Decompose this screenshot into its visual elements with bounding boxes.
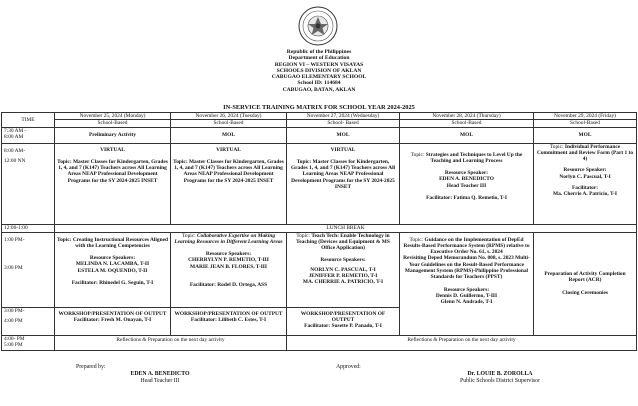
prepared-name: EDEN A. BENEDICTO: [130, 371, 190, 377]
time-end: 5:00 PM: [4, 342, 23, 348]
time-start: 3:00 PM-: [4, 307, 25, 314]
speaker-name: Dennis D. Guillermo, T-III: [435, 292, 498, 299]
schedule-cell-wednesday: MOL: [287, 127, 400, 143]
lunch-row: [2, 224, 637, 232]
document-title: IN-SERVICE TRAINING MATRIX FOR SCHOOL YEAR 2024-2025: [223, 104, 415, 111]
session-cell-monday: [55, 143, 171, 224]
time-header: TIME: [2, 113, 55, 128]
header-line: Department of Education: [288, 55, 350, 62]
time-start: 1:00 PM-: [4, 236, 25, 243]
session-cell-tuesday: [171, 143, 287, 224]
time-start: 4:00- PM: [4, 335, 25, 342]
prepared-by-block: [76, 364, 105, 371]
time-cell: [2, 127, 55, 143]
speakers-label: Resource Speakers:: [443, 286, 490, 293]
activity: Preparation of Activity Completion Report (ACR): [544, 271, 626, 284]
header-line: School ID: 114684: [297, 80, 341, 87]
session-cell-monday: [55, 232, 171, 307]
topic-title: Collaborative Expertise on Making Learning Resources in Different Learning Areas: [174, 232, 283, 245]
speaker-name: EDEN A. BENEDICTO: [439, 176, 494, 183]
speaker-name: Glenn N. Andrade, T-I: [440, 299, 493, 306]
school-header: [0, 49, 638, 93]
speakers-label: Resource Speakers:: [205, 251, 252, 258]
day-mode-wednesday: School- Based: [287, 120, 400, 127]
time-start: 8:00 AM-: [4, 147, 26, 154]
workshop-cell-tuesday: [171, 307, 287, 335]
table-row: [2, 232, 637, 307]
time-end: 8:00 AM: [4, 134, 24, 140]
session-cell-wednesday: [287, 143, 400, 224]
session-topic: [536, 144, 634, 163]
prepared-role: Head Teacher III: [140, 378, 180, 384]
facilitator: Facilitator: Lilibeth C. Estes, T-I: [190, 316, 267, 323]
session-topic: Topic: Master Classes for Kindergarten, Grades 1, 4, and 7 (K147) Teachers across All Learning Areas NEAP Professional Development Programs for the SY 2024-2025 INSET: [57, 158, 168, 184]
speaker-label: Resource Speaker:: [444, 170, 489, 177]
topic-prefix: Topic:: [410, 151, 425, 158]
speaker-name: MA. CHERRIE A. PATRICIO, T-I: [302, 279, 384, 286]
table-row: [2, 127, 637, 143]
time-cell: [2, 307, 55, 335]
header-line: CABUGAO, BATAN, AKLAN: [282, 86, 356, 93]
speaker-name: MARIE JEAN B. FLORES, T-III: [190, 263, 267, 270]
table-row: [2, 143, 637, 224]
session-cell-friday: [534, 143, 637, 224]
reflection-cell-left: Reflections & Preparation on the next day activity: [55, 335, 287, 350]
reflection-cell-right: Reflections & Preparation on the next day activity: [287, 335, 637, 350]
session-topic: [289, 233, 397, 252]
header-line: REGION VI – WESTERN VISAYAS: [274, 61, 364, 68]
session-cell-friday: [534, 232, 637, 335]
training-matrix-table: [1, 112, 637, 351]
approved-role: Public Schools District Supervisor: [459, 378, 541, 384]
speakers-label: Resource Speakers:: [320, 257, 366, 264]
session-mode: VIRTUAL: [100, 146, 125, 153]
workshop-title: WORKSHOP/PRESENTATION OF OUTPUT: [300, 310, 386, 323]
facilitator-name: Ma. Cherrie A. Patricio, T-I: [553, 191, 617, 198]
speaker-name: Norlyn C. Pascual, T-I: [559, 173, 611, 180]
topic-title: Individual Performance Commitment and Review Form (Part 1 to 4): [536, 143, 634, 163]
day-date-thursday: November 28, 2024 (Thursday): [400, 113, 534, 120]
speaker-name: NORLYN C. PASCUAL, T-I: [310, 266, 376, 273]
speaker-name: JENIFFER P. REMETIO, T-I: [308, 273, 378, 280]
session-topic: Topic: Master Classes for Kindergarten, Grades 1, 4, and 7 (K147) Teachers across All Learning Areas NEAP Professional Development Programs for the SY 2024-2025 INSET: [173, 158, 284, 184]
session-cell-wednesday: [287, 232, 400, 307]
time-end: 4:00 PM: [4, 318, 23, 324]
workshop-title: WORKSHOP/PRESENTATION OF OUTPUT: [58, 310, 167, 317]
session-topic: [402, 237, 531, 256]
day-date-monday: November 25, 2024 (Monday): [55, 113, 171, 120]
topic-prefix: Topic:: [181, 232, 196, 239]
speaker-label: Resource Speaker:: [563, 167, 607, 174]
time-cell: [2, 335, 55, 350]
session-cell-tuesday: [171, 232, 287, 307]
facilitator: Facilitator: Fresh M. Onayan, T-I: [73, 316, 152, 323]
table-row: [2, 335, 637, 350]
speaker-role: Head Teacher III: [446, 182, 487, 189]
time-end: 12:00 NN: [4, 158, 26, 164]
schedule-cell-tuesday: MOL: [171, 127, 287, 143]
prepared-label: Prepared by:: [76, 364, 106, 370]
day-date-wednesday: November 27, 2024 (Wednesday): [287, 113, 400, 120]
topic-prefix: Topic:: [409, 236, 424, 243]
date-header-row: [2, 113, 637, 120]
topic-title: Teach Tech: Enable Technology in Teaching (Devices and Equipment & MS Office Application): [296, 232, 390, 252]
topic-prefix: Topic:: [296, 232, 311, 239]
session-mode: VIRTUAL: [330, 146, 356, 153]
facilitator-label: Facilitator:: [571, 185, 599, 192]
workshop-cell-wednesday: [287, 307, 400, 335]
time-cell: [2, 232, 55, 307]
approved-by-block: [336, 364, 361, 371]
schedule-cell-thursday: MOL: [400, 127, 534, 143]
day-mode-tuesday: School-Based: [171, 120, 287, 127]
session-cell-thursday: [400, 232, 534, 335]
time-end: 3:00 PM: [4, 265, 23, 271]
session-topic: [173, 233, 284, 246]
time-cell: 12:00-1:00: [2, 224, 55, 232]
day-date-tuesday: November 26, 2024 (Tuesday): [171, 113, 287, 120]
lunch-break-label: LUNCH BREAK: [55, 224, 637, 232]
session-mode: VIRTUAL: [216, 146, 241, 153]
approved-label: Approved:: [336, 364, 361, 370]
day-mode-friday: School-Based: [534, 120, 637, 127]
workshop-cell-monday: [55, 307, 171, 335]
closing-ceremonies: Closing Ceremonies: [562, 289, 608, 296]
speakers-label: Resource Speakers:: [89, 255, 136, 262]
facilitator: Facilitator: Rhinedel G. Seguin, T-I: [71, 280, 154, 287]
deped-seal-logo: [298, 6, 338, 46]
facilitator: Facilitator: Rodel D. Ortega, ASS: [189, 282, 268, 289]
header-line: CABUGAO ELEMENTARY SCHOOL: [271, 74, 367, 81]
workshop-title: WORKSHOP/PRESENTATION OF OUTPUT: [174, 310, 283, 317]
day-mode-monday: School-Based: [55, 120, 171, 127]
speaker-name: MELINDA N. LACAMBA, T-II: [75, 261, 150, 268]
mode-header-row: [2, 120, 637, 127]
header-line: Republic of the Philippines: [286, 49, 352, 55]
approved-name: Dr. LOUIE B. ZOROLLA: [467, 371, 533, 377]
speaker-name: CHERRYLYN P. REMETIO, T-III: [188, 257, 269, 264]
topic-prefix: Topic:: [549, 143, 564, 150]
session-cell-thursday: [400, 143, 534, 224]
facilitator: Facilitator: Susette P. Panado, T-I: [304, 323, 382, 330]
day-date-friday: November 29, 2024 (Friday): [534, 113, 637, 120]
schedule-cell-monday: Preliminary Activity: [55, 127, 171, 143]
session-topic-2: Revisiting Deped Memorandum No. 008, s. 2023 Multi-Year Guidelines on the Result-Based Performance Management System (RPMS)-Philippine Professional Standards for Teachers (PPST): [403, 255, 530, 281]
header-line: SCHOOLS DIVISION OF AKLAN: [276, 67, 362, 74]
session-topic: Topic: Creating Instructional Resources Aligned with the Learning Competencies: [57, 236, 169, 249]
prepared-by-signature: [0, 371, 320, 385]
day-mode-thursday: School-Based: [400, 120, 534, 127]
facilitator: Facilitator: Fatima Q. Remetio, T-I: [426, 195, 507, 202]
schedule-cell-friday: MOL: [534, 127, 637, 143]
time-cell: [2, 143, 55, 224]
topic-title: Strategies and Techniques to Level Up the Teaching and Learning Process: [425, 151, 523, 164]
speaker-name: ESTELA M. OQUENDO, T-II: [77, 267, 148, 274]
session-topic: [402, 152, 531, 165]
approved-by-signature: [400, 371, 600, 385]
topic-title: Guidance on the Implementation of DepEd Results-Based Performance System (RPMS) relative to Executive Order No. 61, s. 2024: [403, 236, 530, 256]
time-start: 7:30 AM -: [4, 127, 27, 134]
session-topic: Topic: Master Classes for Kindergarten, Grades 1, 4, and 7 (K147) Teachers across All Learning Areas NEAP Professional Development Programs for the SY 2024-2025 INSET: [290, 158, 396, 191]
